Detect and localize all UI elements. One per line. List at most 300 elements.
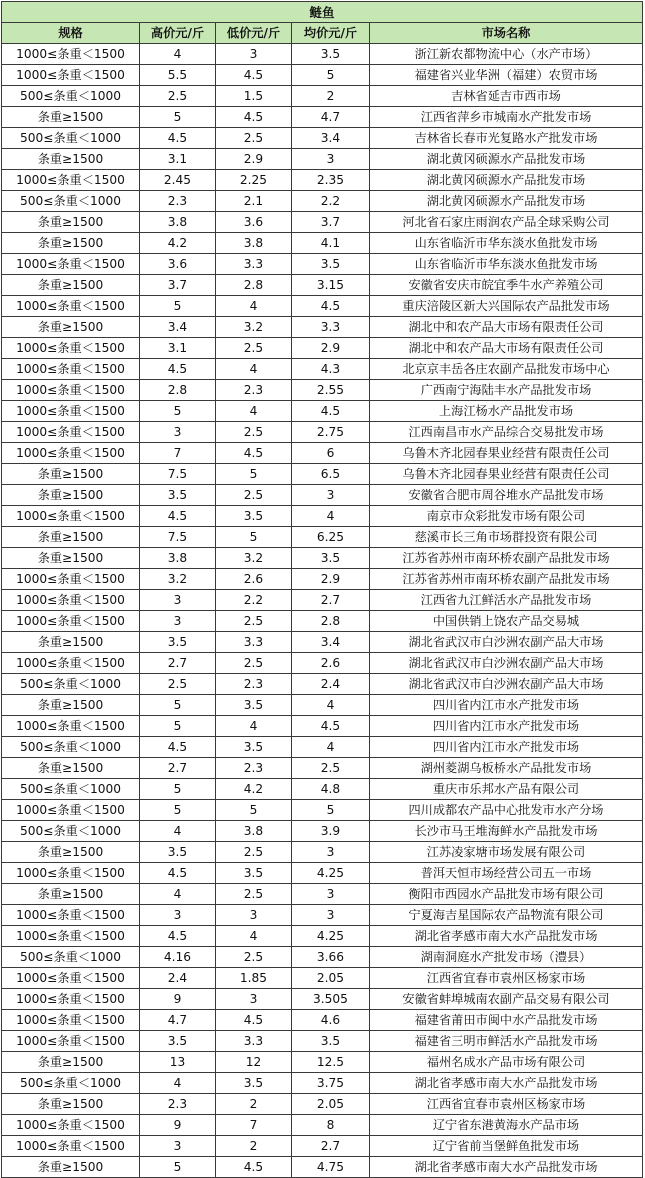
cell-market-name: 江苏省苏州市南环桥农副产品批发市场 [370,569,643,590]
cell-spec: 1000≤条重＜1500 [2,443,140,464]
cell-market-name: 四川省内江市水产批发市场 [370,716,643,737]
cell-market-name: 湖北省武汉市白沙洲农副产品大市场 [370,674,643,695]
cell-low-price: 2.5 [216,611,292,632]
cell-low-price: 2.25 [216,170,292,191]
table-row [2,1157,643,1178]
cell-spec: 1000≤条重＜1500 [2,380,140,401]
cell-low-price: 2.5 [216,128,292,149]
cell-avg-price: 2.55 [292,380,370,401]
cell-spec: 1000≤条重＜1500 [2,44,140,65]
header-avg-price: 均价元/斤 [292,23,370,44]
cell-avg-price: 4.6 [292,1010,370,1031]
cell-avg-price: 4.5 [292,401,370,422]
cell-low-price: 4 [216,296,292,317]
cell-high-price: 3.2 [140,569,216,590]
table-row [2,800,643,821]
cell-spec: 条重≥1500 [2,275,140,296]
cell-market-name: 江西省九江鲜活水产品批发市场 [370,590,643,611]
table-row [2,527,643,548]
cell-market-name: 江西省宜春市袁州区杨家市场 [370,1094,643,1115]
cell-market-name: 山东省临沂市华东淡水鱼批发市场 [370,254,643,275]
cell-market-name: 湖北省孝感市南大水产品批发市场 [370,1157,643,1178]
table-row [2,233,643,254]
cell-low-price: 2.3 [216,758,292,779]
cell-avg-price: 2.75 [292,422,370,443]
cell-avg-price: 2.8 [292,611,370,632]
table-row [2,611,643,632]
cell-market-name: 北京京丰岳各庄农副产品批发市场中心 [370,359,643,380]
cell-spec: 1000≤条重＜1500 [2,1136,140,1157]
table-row [2,989,643,1010]
cell-low-price: 2.5 [216,653,292,674]
cell-high-price: 9 [140,989,216,1010]
cell-market-name: 湖州菱湖乌板桥水产品批发市场 [370,758,643,779]
cell-low-price: 4.5 [216,1157,292,1178]
cell-avg-price: 3.9 [292,821,370,842]
cell-high-price: 4.16 [140,947,216,968]
cell-low-price: 2.5 [216,485,292,506]
table-row [2,842,643,863]
cell-avg-price: 4.25 [292,926,370,947]
table-row [2,968,643,989]
cell-market-name: 福建省兴业华洲（福建）农贸市场 [370,65,643,86]
table-row [2,1115,643,1136]
cell-low-price: 3.2 [216,317,292,338]
cell-high-price: 2.5 [140,86,216,107]
cell-high-price: 2.7 [140,653,216,674]
cell-low-price: 3.5 [216,1073,292,1094]
cell-high-price: 3.5 [140,842,216,863]
cell-avg-price: 3.505 [292,989,370,1010]
cell-spec: 条重≥1500 [2,107,140,128]
cell-avg-price: 4.25 [292,863,370,884]
cell-avg-price: 2.7 [292,1136,370,1157]
cell-low-price: 4.5 [216,1010,292,1031]
cell-spec: 500≤条重＜1000 [2,191,140,212]
table-row [2,107,643,128]
cell-high-price: 4.5 [140,926,216,947]
cell-avg-price: 3.4 [292,632,370,653]
cell-market-name: 江西省萍乡市城南水产批发市场 [370,107,643,128]
cell-market-name: 湖北省孝感市南大水产品批发市场 [370,926,643,947]
table-row [2,44,643,65]
cell-avg-price: 6 [292,443,370,464]
cell-spec: 条重≥1500 [2,233,140,254]
cell-spec: 条重≥1500 [2,695,140,716]
cell-high-price: 13 [140,1052,216,1073]
cell-spec: 500≤条重＜1000 [2,86,140,107]
cell-market-name: 辽宁省东港黄海水产品市场 [370,1115,643,1136]
cell-low-price: 3.3 [216,254,292,275]
cell-avg-price: 2 [292,86,370,107]
cell-avg-price: 2.9 [292,569,370,590]
cell-low-price: 1.5 [216,86,292,107]
cell-low-price: 4 [216,926,292,947]
cell-spec: 条重≥1500 [2,149,140,170]
cell-spec: 条重≥1500 [2,317,140,338]
cell-high-price: 9 [140,1115,216,1136]
header-spec: 规格 [2,23,140,44]
cell-avg-price: 3.15 [292,275,370,296]
cell-avg-price: 3.5 [292,44,370,65]
cell-market-name: 中国供销上饶农产品交易城 [370,611,643,632]
table-row [2,380,643,401]
cell-low-price: 2.8 [216,275,292,296]
cell-avg-price: 8 [292,1115,370,1136]
cell-avg-price: 3.4 [292,128,370,149]
cell-market-name: 湖北中和农产品大市场有限责任公司 [370,338,643,359]
table-row [2,548,643,569]
cell-high-price: 5 [140,800,216,821]
cell-spec: 1000≤条重＜1500 [2,1031,140,1052]
cell-high-price: 3.7 [140,275,216,296]
table-row [2,884,643,905]
cell-market-name: 宁夏海吉星国际农产品物流有限公司 [370,905,643,926]
table-row [2,569,643,590]
table-row [2,212,643,233]
cell-market-name: 普洱天恒市场经营公司五一市场 [370,863,643,884]
cell-high-price: 4.5 [140,359,216,380]
cell-low-price: 4.5 [216,65,292,86]
cell-avg-price: 3.5 [292,254,370,275]
cell-high-price: 5 [140,779,216,800]
table-row [2,926,643,947]
table-row [2,821,643,842]
cell-high-price: 5.5 [140,65,216,86]
table-row [2,191,643,212]
cell-avg-price: 3.5 [292,1031,370,1052]
cell-market-name: 乌鲁木齐北园春果业经营有限责任公司 [370,464,643,485]
cell-avg-price: 4 [292,695,370,716]
header-market-name: 市场名称 [370,23,643,44]
cell-high-price: 4.5 [140,506,216,527]
cell-avg-price: 3 [292,149,370,170]
cell-low-price: 2.5 [216,947,292,968]
cell-low-price: 4 [216,359,292,380]
cell-high-price: 3.6 [140,254,216,275]
cell-low-price: 5 [216,464,292,485]
table-row [2,653,643,674]
cell-high-price: 3 [140,590,216,611]
cell-avg-price: 3 [292,905,370,926]
cell-high-price: 4 [140,821,216,842]
cell-high-price: 4 [140,1073,216,1094]
cell-spec: 条重≥1500 [2,548,140,569]
cell-market-name: 湖北省武汉市白沙洲农副产品大市场 [370,632,643,653]
cell-spec: 条重≥1500 [2,212,140,233]
cell-spec: 1000≤条重＜1500 [2,506,140,527]
cell-avg-price: 4.1 [292,233,370,254]
cell-high-price: 5 [140,716,216,737]
cell-low-price: 3 [216,44,292,65]
cell-spec: 1000≤条重＜1500 [2,1010,140,1031]
cell-market-name: 江苏凌家塘市场发展有限公司 [370,842,643,863]
cell-spec: 500≤条重＜1000 [2,821,140,842]
cell-high-price: 4.5 [140,128,216,149]
cell-market-name: 慈溪市长三角市场群投资有限公司 [370,527,643,548]
cell-low-price: 3.8 [216,233,292,254]
table-header-row [2,23,643,44]
cell-spec: 1000≤条重＜1500 [2,296,140,317]
cell-spec: 1000≤条重＜1500 [2,65,140,86]
cell-high-price: 2.3 [140,191,216,212]
cell-avg-price: 3 [292,842,370,863]
cell-avg-price: 4.8 [292,779,370,800]
cell-low-price: 3.2 [216,548,292,569]
cell-high-price: 2.5 [140,674,216,695]
cell-low-price: 2.9 [216,149,292,170]
cell-high-price: 3.4 [140,317,216,338]
cell-high-price: 5 [140,107,216,128]
table-row [2,254,643,275]
cell-spec: 1000≤条重＜1500 [2,611,140,632]
price-table [1,1,643,1178]
cell-spec: 1000≤条重＜1500 [2,422,140,443]
cell-high-price: 2.8 [140,380,216,401]
cell-spec: 1000≤条重＜1500 [2,989,140,1010]
cell-market-name: 吉林省延吉市西市场 [370,86,643,107]
cell-spec: 1000≤条重＜1500 [2,926,140,947]
cell-low-price: 2.5 [216,422,292,443]
cell-low-price: 2.3 [216,380,292,401]
cell-high-price: 5 [140,1157,216,1178]
cell-high-price: 3 [140,611,216,632]
cell-spec: 1000≤条重＜1500 [2,401,140,422]
cell-avg-price: 2.9 [292,338,370,359]
cell-high-price: 2.4 [140,968,216,989]
table-row [2,149,643,170]
table-row [2,1010,643,1031]
cell-high-price: 4.5 [140,737,216,758]
table-row [2,443,643,464]
cell-avg-price: 4.75 [292,1157,370,1178]
cell-avg-price: 2.2 [292,191,370,212]
cell-low-price: 4 [216,716,292,737]
cell-spec: 1000≤条重＜1500 [2,1115,140,1136]
cell-spec: 1000≤条重＜1500 [2,905,140,926]
cell-spec: 500≤条重＜1000 [2,1073,140,1094]
cell-market-name: 四川省内江市水产批发市场 [370,695,643,716]
cell-spec: 1000≤条重＜1500 [2,359,140,380]
cell-low-price: 4 [216,401,292,422]
cell-spec: 1000≤条重＜1500 [2,716,140,737]
cell-spec: 条重≥1500 [2,1157,140,1178]
cell-spec: 1000≤条重＜1500 [2,800,140,821]
cell-market-name: 湖北省孝感市南大水产品批发市场 [370,1073,643,1094]
cell-high-price: 3 [140,1136,216,1157]
cell-spec: 1000≤条重＜1500 [2,338,140,359]
cell-avg-price: 4 [292,737,370,758]
cell-market-name: 福州名成水产品市场有限公司 [370,1052,643,1073]
cell-low-price: 5 [216,800,292,821]
cell-low-price: 7 [216,1115,292,1136]
cell-market-name: 辽宁省前当堡鲜鱼批发市场 [370,1136,643,1157]
cell-market-name: 上海江杨水产品批发市场 [370,401,643,422]
table-row [2,947,643,968]
cell-low-price: 3.8 [216,821,292,842]
cell-low-price: 3 [216,989,292,1010]
cell-high-price: 3.8 [140,548,216,569]
cell-spec: 条重≥1500 [2,1094,140,1115]
cell-market-name: 衡阳市西园水产品批发市场有限公司 [370,884,643,905]
cell-spec: 条重≥1500 [2,527,140,548]
table-row [2,695,643,716]
cell-low-price: 1.85 [216,968,292,989]
cell-spec: 条重≥1500 [2,464,140,485]
cell-spec: 条重≥1500 [2,485,140,506]
table-title-row [2,2,643,23]
cell-market-name: 山东省临沂市华东淡水鱼批发市场 [370,233,643,254]
table-row [2,359,643,380]
cell-spec: 1000≤条重＜1500 [2,968,140,989]
cell-avg-price: 4.5 [292,716,370,737]
cell-avg-price: 4.7 [292,107,370,128]
cell-low-price: 12 [216,1052,292,1073]
cell-avg-price: 3 [292,485,370,506]
cell-market-name: 南京市众彩批发市场有限公司 [370,506,643,527]
cell-market-name: 湖南洞庭水产批发市场（澧县） [370,947,643,968]
cell-high-price: 3 [140,422,216,443]
table-row [2,422,643,443]
cell-high-price: 3.8 [140,212,216,233]
cell-spec: 500≤条重＜1000 [2,947,140,968]
cell-low-price: 4.5 [216,443,292,464]
table-row [2,464,643,485]
table-row [2,1136,643,1157]
table-row [2,401,643,422]
cell-low-price: 2.2 [216,590,292,611]
cell-low-price: 3 [216,905,292,926]
cell-avg-price: 2.05 [292,1094,370,1115]
cell-low-price: 2.5 [216,884,292,905]
cell-low-price: 3.6 [216,212,292,233]
cell-low-price: 3.3 [216,632,292,653]
cell-avg-price: 5 [292,800,370,821]
cell-spec: 500≤条重＜1000 [2,128,140,149]
cell-low-price: 2.6 [216,569,292,590]
cell-high-price: 4.2 [140,233,216,254]
cell-high-price: 3.5 [140,485,216,506]
cell-spec: 1000≤条重＜1500 [2,863,140,884]
cell-market-name: 广西南宁海陆丰水产品批发市场 [370,380,643,401]
table-row [2,758,643,779]
cell-spec: 条重≥1500 [2,884,140,905]
cell-market-name: 福建省三明市鲜活水产品批发市场 [370,1031,643,1052]
cell-avg-price: 2.05 [292,968,370,989]
cell-avg-price: 3.7 [292,212,370,233]
cell-avg-price: 3.75 [292,1073,370,1094]
cell-high-price: 4 [140,44,216,65]
cell-avg-price: 3.5 [292,548,370,569]
cell-high-price: 4.5 [140,863,216,884]
cell-market-name: 湖北黄冈硕源水产品批发市场 [370,149,643,170]
table-row [2,1031,643,1052]
table-row [2,674,643,695]
cell-high-price: 5 [140,401,216,422]
cell-market-name: 安徽省合肥市周谷堆水产品批发市场 [370,485,643,506]
table-row [2,86,643,107]
cell-low-price: 3.5 [216,695,292,716]
header-high-price: 高价元/斤 [140,23,216,44]
table-row [2,779,643,800]
cell-avg-price: 2.7 [292,590,370,611]
cell-high-price: 4.7 [140,1010,216,1031]
cell-avg-price: 4 [292,506,370,527]
cell-spec: 1000≤条重＜1500 [2,170,140,191]
cell-low-price: 2.5 [216,338,292,359]
cell-market-name: 四川成都农产品中心批发市水产分场 [370,800,643,821]
cell-avg-price: 2.35 [292,170,370,191]
table-row [2,1052,643,1073]
cell-avg-price: 3.66 [292,947,370,968]
cell-avg-price: 3.3 [292,317,370,338]
cell-market-name: 江西省宜春市袁州区杨家市场 [370,968,643,989]
cell-spec: 条重≥1500 [2,758,140,779]
table-row [2,863,643,884]
table-row [2,737,643,758]
cell-market-name: 重庆涪陵区新大兴国际农产品批发市场 [370,296,643,317]
cell-avg-price: 6.25 [292,527,370,548]
cell-market-name: 湖北中和农产品大市场有限责任公司 [370,317,643,338]
table-row [2,338,643,359]
cell-market-name: 江西南昌市水产品综合交易批发市场 [370,422,643,443]
table-row [2,317,643,338]
cell-avg-price: 2.6 [292,653,370,674]
cell-high-price: 7.5 [140,464,216,485]
cell-low-price: 3.5 [216,863,292,884]
cell-market-name: 江苏省苏州市南环桥农副产品批发市场 [370,548,643,569]
cell-low-price: 2.5 [216,842,292,863]
cell-spec: 1000≤条重＜1500 [2,653,140,674]
cell-market-name: 湖北黄冈硕源水产品批发市场 [370,170,643,191]
cell-high-price: 3.5 [140,1031,216,1052]
table-body [2,44,643,1178]
cell-spec: 条重≥1500 [2,632,140,653]
table-row [2,716,643,737]
table-row [2,275,643,296]
table-row [2,506,643,527]
cell-low-price: 2.3 [216,674,292,695]
table-row [2,1073,643,1094]
cell-avg-price: 2.4 [292,674,370,695]
cell-market-name: 安徽省蚌埠城南农副产品交易有限公司 [370,989,643,1010]
cell-spec: 500≤条重＜1000 [2,779,140,800]
cell-spec: 条重≥1500 [2,1052,140,1073]
cell-avg-price: 6.5 [292,464,370,485]
cell-spec: 条重≥1500 [2,842,140,863]
cell-avg-price: 12.5 [292,1052,370,1073]
table-title: 鲢鱼 [2,2,643,23]
cell-high-price: 2.7 [140,758,216,779]
cell-spec: 500≤条重＜1000 [2,674,140,695]
table-row [2,632,643,653]
table-row [2,905,643,926]
table-row [2,485,643,506]
cell-spec: 1000≤条重＜1500 [2,254,140,275]
cell-low-price: 2 [216,1136,292,1157]
cell-high-price: 7 [140,443,216,464]
cell-low-price: 3.3 [216,1031,292,1052]
cell-avg-price: 5 [292,65,370,86]
cell-market-name: 湖北省武汉市白沙洲农副产品大市场 [370,653,643,674]
cell-high-price: 3.1 [140,338,216,359]
cell-low-price: 4.2 [216,779,292,800]
cell-market-name: 吉林省长春市光复路水产批发市场 [370,128,643,149]
cell-market-name: 四川省内江市水产批发市场 [370,737,643,758]
cell-low-price: 5 [216,527,292,548]
cell-high-price: 2.3 [140,1094,216,1115]
cell-high-price: 7.5 [140,527,216,548]
